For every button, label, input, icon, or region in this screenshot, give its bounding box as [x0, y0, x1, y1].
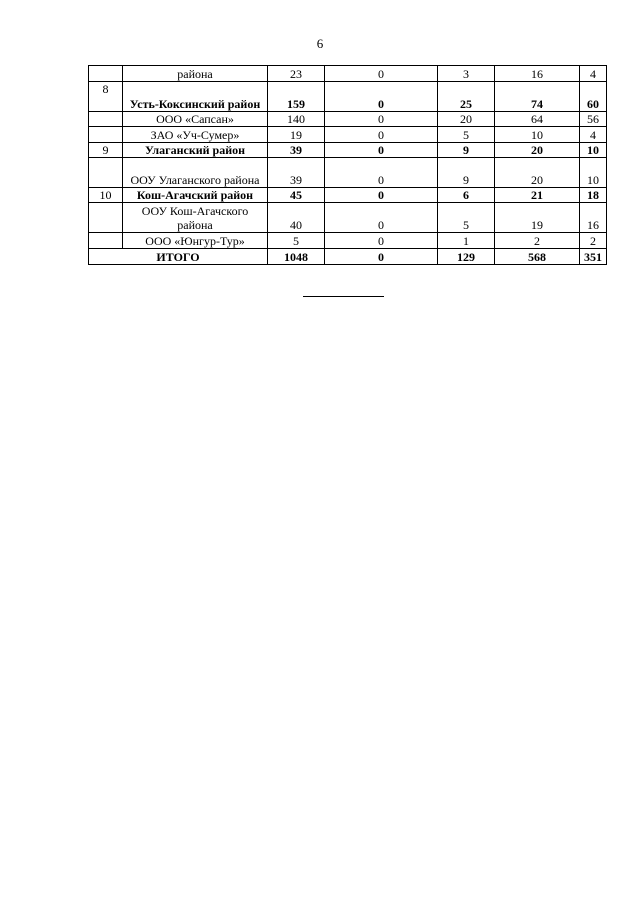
row-c5: 56: [580, 112, 607, 127]
table-row: [89, 188, 607, 203]
row-c4: 20: [495, 143, 580, 158]
row-name: района: [123, 66, 268, 82]
row-number: 8: [89, 82, 123, 112]
row-c5: 2: [580, 233, 607, 249]
table-row: [89, 66, 607, 82]
data-table: [88, 65, 607, 265]
row-c2: 0: [325, 188, 438, 203]
row-c4: 16: [495, 66, 580, 82]
total-c2: 0: [325, 249, 438, 265]
row-c5: 10: [580, 158, 607, 188]
row-c3: 5: [438, 127, 495, 143]
row-c3: 6: [438, 188, 495, 203]
row-c4: 64: [495, 112, 580, 127]
row-number: 9: [89, 143, 123, 158]
row-number: [89, 233, 123, 249]
table-row: [89, 143, 607, 158]
row-c3: 20: [438, 112, 495, 127]
row-name: ООО «Сапсан»: [123, 112, 268, 127]
row-c2: 0: [325, 66, 438, 82]
row-c1: 140: [268, 112, 325, 127]
row-c3: 9: [438, 143, 495, 158]
table-row: [89, 233, 607, 249]
row-number: [89, 203, 123, 233]
row-c2: 0: [325, 203, 438, 233]
row-number: [89, 158, 123, 188]
row-c5: 16: [580, 203, 607, 233]
row-c2: 0: [325, 233, 438, 249]
row-c1: 39: [268, 158, 325, 188]
row-c5: 4: [580, 66, 607, 82]
row-name: ООО «Юнгур-Тур»: [123, 233, 268, 249]
row-c2: 0: [325, 143, 438, 158]
row-c4: 2: [495, 233, 580, 249]
row-name: Улаганский район: [123, 143, 268, 158]
row-c2: 0: [325, 112, 438, 127]
row-number: [89, 127, 123, 143]
row-c4: 21: [495, 188, 580, 203]
row-name: ООУ Улаганского района: [123, 158, 268, 188]
row-c5: 18: [580, 188, 607, 203]
row-c2: 0: [325, 158, 438, 188]
total-row: [89, 249, 607, 265]
row-c5: 10: [580, 143, 607, 158]
row-c1: 40: [268, 203, 325, 233]
row-c1: 19: [268, 127, 325, 143]
row-number: [89, 112, 123, 127]
row-c2: 0: [325, 82, 438, 112]
total-label: ИТОГО: [89, 249, 268, 265]
table-row: [89, 127, 607, 143]
row-c4: 20: [495, 158, 580, 188]
row-c3: 25: [438, 82, 495, 112]
row-c1: 5: [268, 233, 325, 249]
total-c5: 351: [580, 249, 607, 265]
table-body: [89, 66, 607, 249]
row-c1: 159: [268, 82, 325, 112]
row-c3: 3: [438, 66, 495, 82]
row-name: Усть-Коксинский район: [123, 82, 268, 112]
table-row: [89, 82, 607, 112]
row-c1: 23: [268, 66, 325, 82]
row-c4: 19: [495, 203, 580, 233]
row-c5: 60: [580, 82, 607, 112]
table-row: [89, 158, 607, 188]
row-c4: 10: [495, 127, 580, 143]
row-c3: 9: [438, 158, 495, 188]
row-c3: 1: [438, 233, 495, 249]
row-name: Кош-Агачский район: [123, 188, 268, 203]
total-c1: 1048: [268, 249, 325, 265]
row-name: ЗАО «Уч-Сумер»: [123, 127, 268, 143]
row-number: 10: [89, 188, 123, 203]
row-number: [89, 66, 123, 82]
end-rule: [303, 296, 384, 297]
total-c4: 568: [495, 249, 580, 265]
row-c4: 74: [495, 82, 580, 112]
row-c1: 39: [268, 143, 325, 158]
row-c1: 45: [268, 188, 325, 203]
table-row: [89, 112, 607, 127]
total-c3: 129: [438, 249, 495, 265]
row-c3: 5: [438, 203, 495, 233]
row-c2: 0: [325, 127, 438, 143]
table-row: [89, 203, 607, 233]
row-name: ООУ Кош-Агачского района: [123, 203, 268, 233]
page-number: 6: [316, 36, 324, 51]
row-c5: 4: [580, 127, 607, 143]
